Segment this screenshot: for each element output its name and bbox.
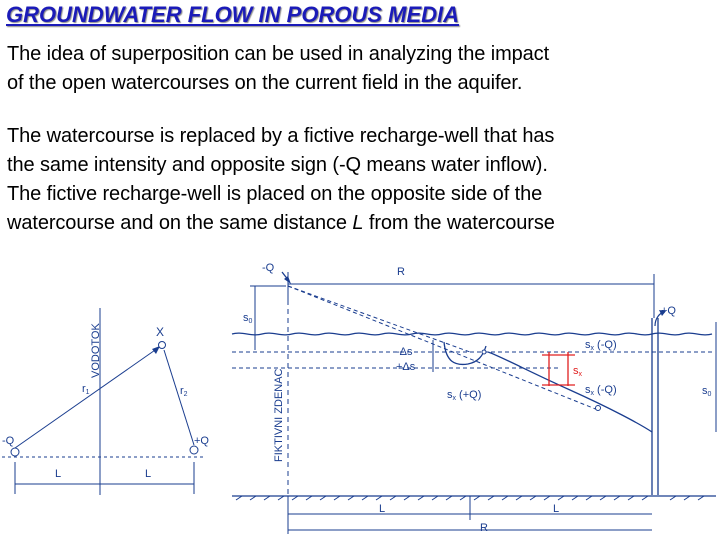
distance-right-label: L: [145, 468, 152, 480]
point-marker: [596, 406, 601, 411]
minus-q-label: -Q: [2, 435, 15, 447]
fictive-well-label: FIKTIVNI ZDENAC: [273, 368, 285, 462]
s0-right-label: [702, 385, 712, 398]
s0-symbol: s: [243, 312, 249, 324]
cone-line-dashed: [288, 286, 470, 352]
sx-minus-q-bottom-label: [585, 384, 617, 397]
text-line: The idea of superposition can be used in analyzing the impact: [7, 43, 550, 65]
plus-q-label: +Q: [194, 435, 209, 447]
plan-view-diagram: [2, 308, 205, 495]
r2-subscript: 2: [183, 391, 188, 398]
r2-symbol: r: [180, 385, 184, 397]
cross-section-diagram: [232, 272, 716, 534]
r-bottom-label: R: [480, 522, 488, 534]
r1-symbol: r: [82, 383, 86, 395]
plus-q-label: +Q: [661, 305, 676, 317]
minus-q-label: -Q: [262, 262, 275, 274]
distance-left-label: L: [55, 468, 62, 480]
cross-section-labels: [243, 262, 712, 534]
r-top-label: R: [397, 266, 405, 278]
minus-q-well-marker: [11, 448, 19, 456]
sx-symbol: s: [447, 389, 453, 401]
l-left-label: L: [379, 503, 386, 515]
text-line: The fictive recharge-well is placed on the opposite side of the: [7, 183, 543, 205]
s0-subscript: 0: [248, 318, 253, 325]
sx-red-label: [573, 365, 583, 378]
l-right-label: L: [553, 503, 560, 515]
sx-suffix: (-Q): [594, 339, 617, 351]
sx-suffix: (-Q): [594, 384, 617, 396]
river-channel: [444, 342, 486, 364]
sx-subscript: x: [590, 345, 594, 352]
drawdown-curve: [488, 352, 652, 432]
r2-label: [180, 385, 188, 398]
sx-plus-q-label: [447, 389, 481, 402]
cone-line-dashed: [288, 286, 598, 410]
text-line: of the open watercourses on the current field in the aquifer.: [7, 72, 523, 94]
sx-symbol: s: [585, 384, 591, 396]
r2-line: [164, 350, 194, 445]
minus-delta-s-label: -Δs: [396, 346, 413, 358]
plus-delta-s-label: +Δs: [396, 361, 416, 373]
watercourse-label: VODOTOK: [90, 323, 102, 378]
sx-minus-q-top-label: [585, 339, 617, 352]
point-x-marker: [159, 342, 166, 349]
distance-variable: L: [352, 212, 364, 234]
r1-line: [15, 348, 158, 448]
sx-suffix: (+Q): [456, 389, 482, 401]
r1-label: [82, 383, 90, 396]
plus-q-well-marker: [190, 446, 198, 454]
initial-water-table: [232, 333, 712, 335]
s0-symbol: s: [702, 385, 708, 397]
point-marker: [482, 350, 486, 354]
sx-symbol: s: [573, 365, 579, 377]
sx-subscript: x: [578, 371, 582, 378]
text-segment: watercourse and on the same distance: [7, 212, 353, 234]
text-line: the same intensity and opposite sign (-Q means water inflow).: [7, 154, 548, 176]
sx-subscript: x: [452, 395, 456, 402]
sx-subscript: x: [590, 390, 594, 397]
s0-left-label: [243, 312, 253, 325]
page-title: GROUNDWATER FLOW IN POROUS MEDIA: [6, 2, 460, 27]
point-x-label: X: [156, 325, 165, 339]
text-segment: from the watercourse: [363, 212, 555, 234]
r1-subscript: 1: [85, 389, 90, 396]
plan-view-labels: [2, 323, 209, 480]
s0-subscript: 0: [707, 391, 712, 398]
sx-symbol: s: [585, 339, 591, 351]
text-line: The watercourse is replaced by a fictive recharge-well that has: [7, 125, 555, 147]
sx-highlight: [542, 352, 575, 386]
